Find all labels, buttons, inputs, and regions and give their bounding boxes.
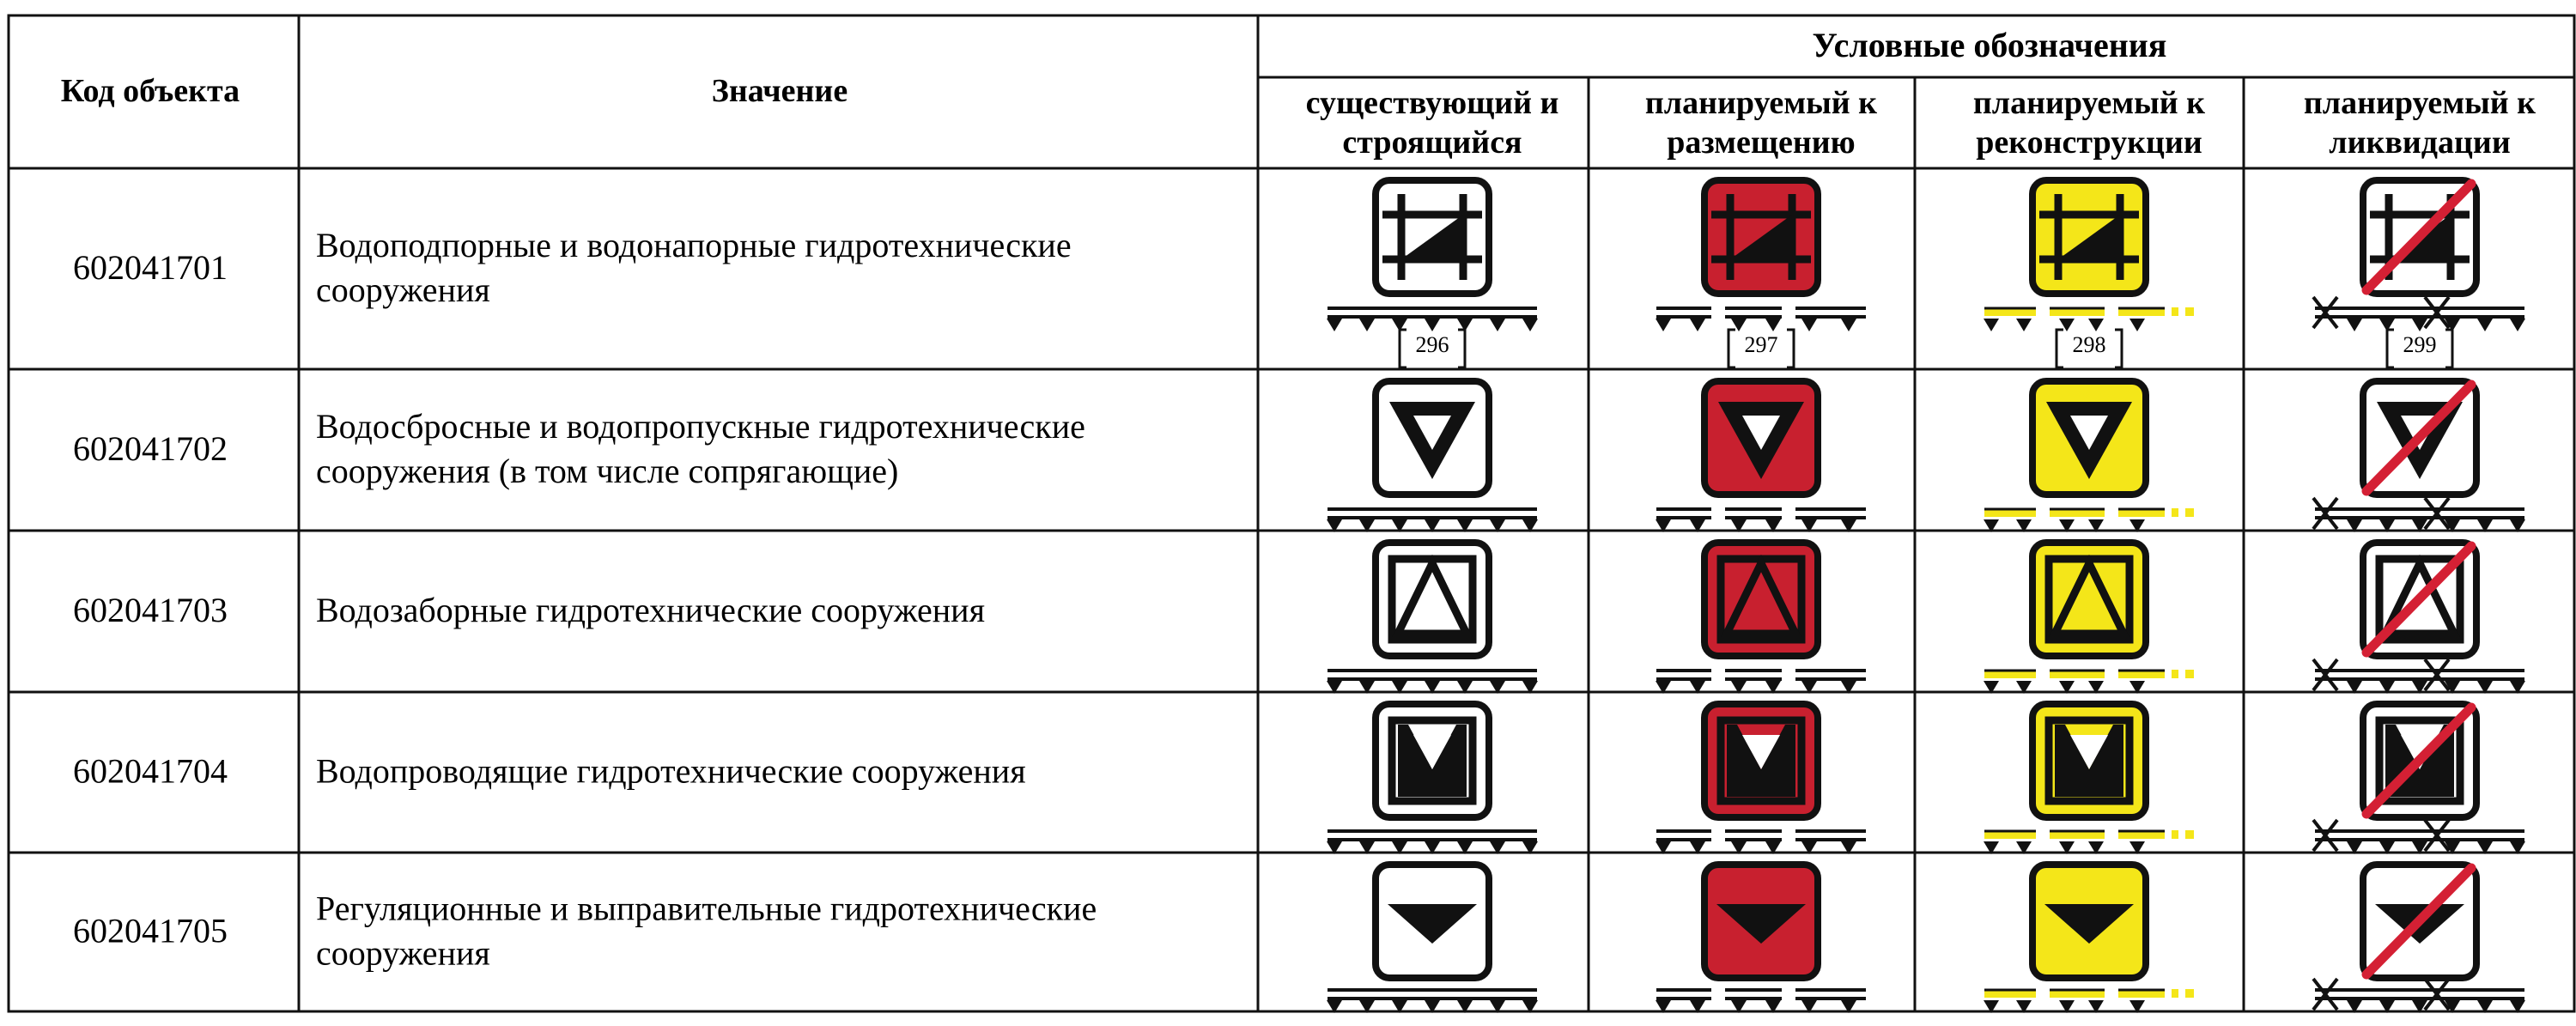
symbol-planned-reconstruction [1984,543,2194,694]
line-tick [1522,319,1538,331]
symbol-planned-liquidation [2313,543,2525,694]
symbol-planned-placement [1656,543,1866,694]
symbol-planned-placement [1656,381,1866,532]
footnote-number: 296 [1415,332,1449,357]
symbol-planned-reconstruction [1984,180,2194,367]
footnote-bracket-left [1728,330,1735,367]
table-row [73,704,2525,854]
symbol-planned-reconstruction [1984,381,2194,532]
object-code: 602041704 [73,751,228,791]
footnote-bracket-left [2387,330,2394,367]
line-tick [2510,319,2525,331]
object-meaning-line: Водоподпорные и водонапорные гидротехнические [316,226,1072,264]
symbol-planned-liquidation [2313,865,2525,1013]
symbol-existing [1327,180,1538,367]
header-placement-line1: планируемый к [1644,85,1878,121]
object-meaning-line: Водозаборные гидротехнические сооружения [316,591,985,629]
header-liquidation-line2: ликвидации [2329,124,2511,161]
header-reconstruction-line1: планируемый к [1972,85,2206,121]
object-meaning-line: сооружения (в том числе сопрягающие) [316,452,899,490]
header-code: Код объекта [60,73,240,109]
line-tick [2088,319,2104,331]
line-tick [1841,319,1856,331]
line-tick [1359,319,1375,331]
object-code: 602041702 [73,429,228,468]
footnote-bracket-left [2057,330,2063,367]
header-existing-line1: существующий и [1305,85,1559,121]
line-tick [2477,319,2493,331]
symbol-planned-liquidation [2313,704,2525,854]
header-symbols: Условные обозначения [1812,26,2167,64]
symbol-planned-liquidation [2313,381,2525,532]
object-meaning-line: Водосбросные и водопропускные гидротехнические [316,407,1085,446]
table-row [73,865,2525,1013]
symbol-planned-reconstruction [1984,704,2194,854]
footnote-ref [2387,330,2452,367]
header-existing-line2: строящийся [1342,124,1522,161]
footnote-ref [1400,330,1465,367]
symbol-planned-placement [1656,865,1866,1013]
footnote-ref [1728,330,1794,367]
symbol-existing [1327,543,1538,694]
object-meaning-line: Регуляционные и выправительные гидротехнические [316,889,1097,928]
line-tick [1984,319,1999,331]
footnote-bracket-right [1787,330,1794,367]
symbol-existing [1327,381,1538,532]
symbol-planned-placement [1656,704,1866,854]
object-meaning-line: сооружения [316,270,490,309]
symbol-planned-reconstruction [1984,865,2194,1013]
line-tick [1656,319,1671,331]
symbol-existing [1327,704,1538,854]
table-row [73,543,2525,694]
line-tick [1490,319,1505,331]
footnote-bracket-right [1458,330,1465,367]
symbol-planned-placement [1656,180,1866,367]
line-tick [1327,319,1342,331]
line-tick [1425,319,1440,331]
line-tick [1690,319,1705,331]
footnote-bracket-right [2115,330,2122,367]
line-tick [2129,319,2145,331]
footnote-number: 298 [2072,332,2106,357]
object-code: 602041703 [73,591,228,629]
footnote-number: 299 [2403,332,2437,357]
line-tick [2016,319,2032,331]
line-tick [1765,319,1781,331]
symbol-existing [1327,865,1538,1013]
footnote-ref [2057,330,2122,367]
header-meaning: Значение [711,73,848,109]
line-tick [2347,319,2362,331]
header-liquidation-line1: планируемый к [2303,85,2537,121]
line-tick [1801,319,1817,331]
object-meaning-line: сооружения [316,933,490,973]
table-rows [73,180,2525,1013]
header-placement-line2: размещению [1667,124,1856,161]
header-reconstruction-line2: реконструкции [1976,124,2202,161]
object-code: 602041701 [73,248,228,287]
footnote-number: 297 [1744,332,1778,357]
symbol-planned-liquidation [2313,180,2525,367]
footnote-bracket-right [2445,330,2452,367]
table-row [73,381,2525,532]
object-code: 602041705 [73,911,228,950]
object-meaning-line: Водопроводящие гидротехнические сооружения [316,751,1026,791]
footnote-bracket-left [1400,330,1406,367]
table-row [73,180,2525,367]
